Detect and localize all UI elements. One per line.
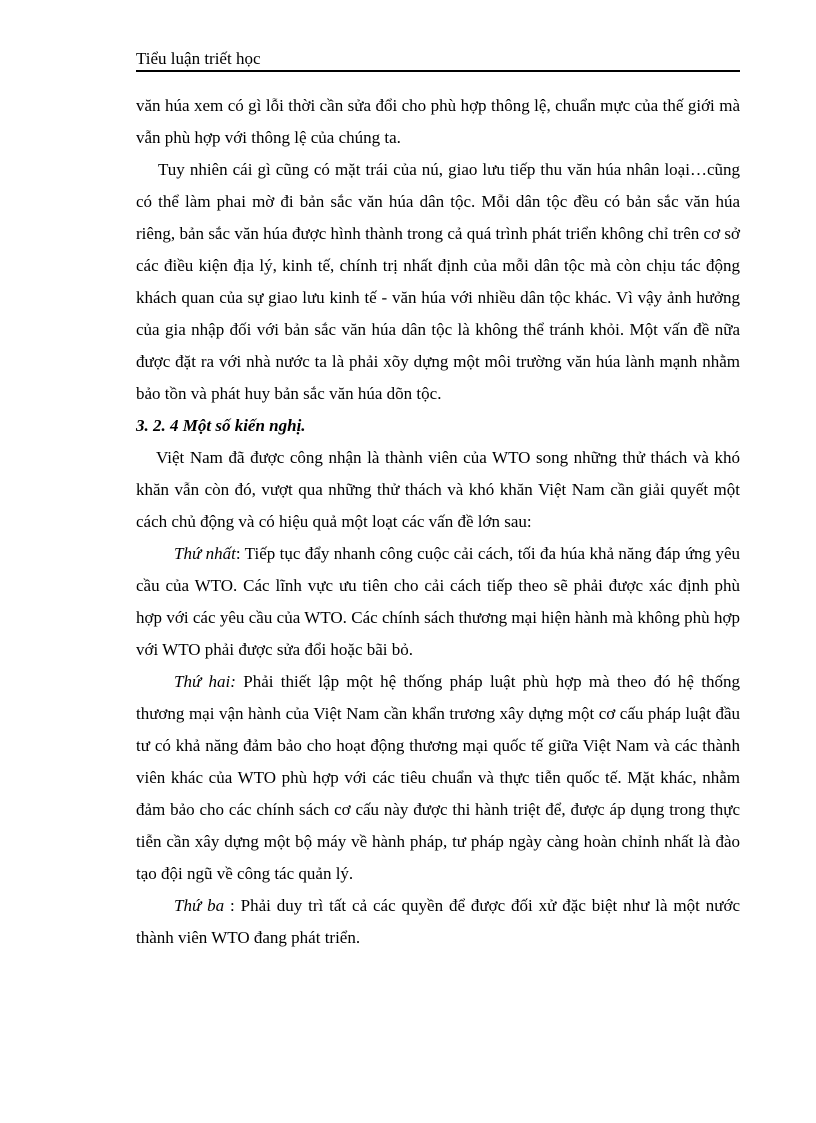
lead-thu-ba: Thứ ba — [174, 896, 225, 915]
paragraph-thu-ba — [136, 890, 740, 954]
paragraph-thu-hai — [136, 666, 740, 890]
paragraph-3: Việt Nam đã được công nhận là thành viên của WTO song những thử thách và khó khăn vẫn còn đó, vượt qua những thử thách và khó khăn Việt Nam cần giải quyết một cách chủ động và có hiệu quả một loạt các vấn đề lớn sau: — [136, 448, 740, 531]
lead-thu-nhat: Thứ nhất — [174, 544, 236, 563]
paragraph-2: Tuy nhiên cái gì cũng có mặt trái của nú, giao lưu tiếp thu văn húa nhân loại…cũng có thể làm phai mờ đi bản sắc văn húa dân tộc. Mỗi dân tộc đều có bản sắc văn húa riêng, bản sắc văn húa được hình thành trong cả quá trình phát triển không chỉ trên cơ sở các điều kiện địa lý, kinh tế, chính trị nhất định của mỗi dân tộc mà còn chịu tác động khách quan của sự giao lưu kinh tế - văn húa với nhiều dân tộc khác. Vì vậy ảnh hưởng của gia nhập đối với bản sắc văn húa dân tộc là không thể tránh khỏi. Một vấn đề nữa được đặt ra với nhà nước ta là phải xõy dựng một môi trường văn húa lành mạnh nhằm bảo tồn và phát huy bản sắc văn húa dõn tộc. — [136, 160, 740, 403]
header-divider — [136, 70, 740, 72]
paragraph-thu-nhat — [136, 538, 740, 666]
body-thu-nhat: : Tiếp tục đẩy nhanh công cuộc cải cách, tối đa húa khả năng đáp ứng yêu cầu của WTO. Các lĩnh vực ưu tiên cho cải cách tiếp theo sẽ phải được xác định phù hợp với các yêu cầu của WTO. Các chính sách thương mại hiện hành mà không phù hợp với WTO phải được sửa đổi hoặc bãi bỏ. — [136, 544, 740, 659]
page-header: Tiểu luận triết học — [136, 49, 261, 68]
body-thu-ba: : Phải duy trì tất cả các quyền để được đối xử đặc biệt như là một nước thành viên WTO đang phát triển. — [136, 896, 740, 947]
document-body — [136, 90, 740, 954]
section-heading: 3. 2. 4 Một số kiến nghị. — [136, 416, 306, 435]
paragraph-1: văn húa xem có gì lỗi thời cần sửa đổi cho phù hợp thông lệ, chuẩn mực của thế giới mà vẫn phù hợp với thông lệ của chúng ta. — [136, 96, 740, 147]
lead-thu-hai: Thứ hai: — [174, 672, 236, 691]
body-thu-hai: Phải thiết lập một hệ thống pháp luật phù hợp mà theo đó hệ thống thương mại vận hành của Việt Nam cần khẩn trương xây dựng một cơ cấu pháp luật đầu tư có khả năng đảm bảo cho hoạt động thương mại quốc tế giữa Việt Nam và các thành viên khác của WTO phù hợp với các tiêu chuẩn và thực tiễn quốc tế. Mặt khác, nhằm đảm bảo cho các chính sách cơ cấu này được thi hành triệt để, được áp dụng trong thực tiễn cần xây dựng một bộ máy về hành pháp, tư pháp ngày càng hoàn chỉnh nhất là đào tạo đội ngũ về công tác quản lý. — [136, 672, 740, 883]
